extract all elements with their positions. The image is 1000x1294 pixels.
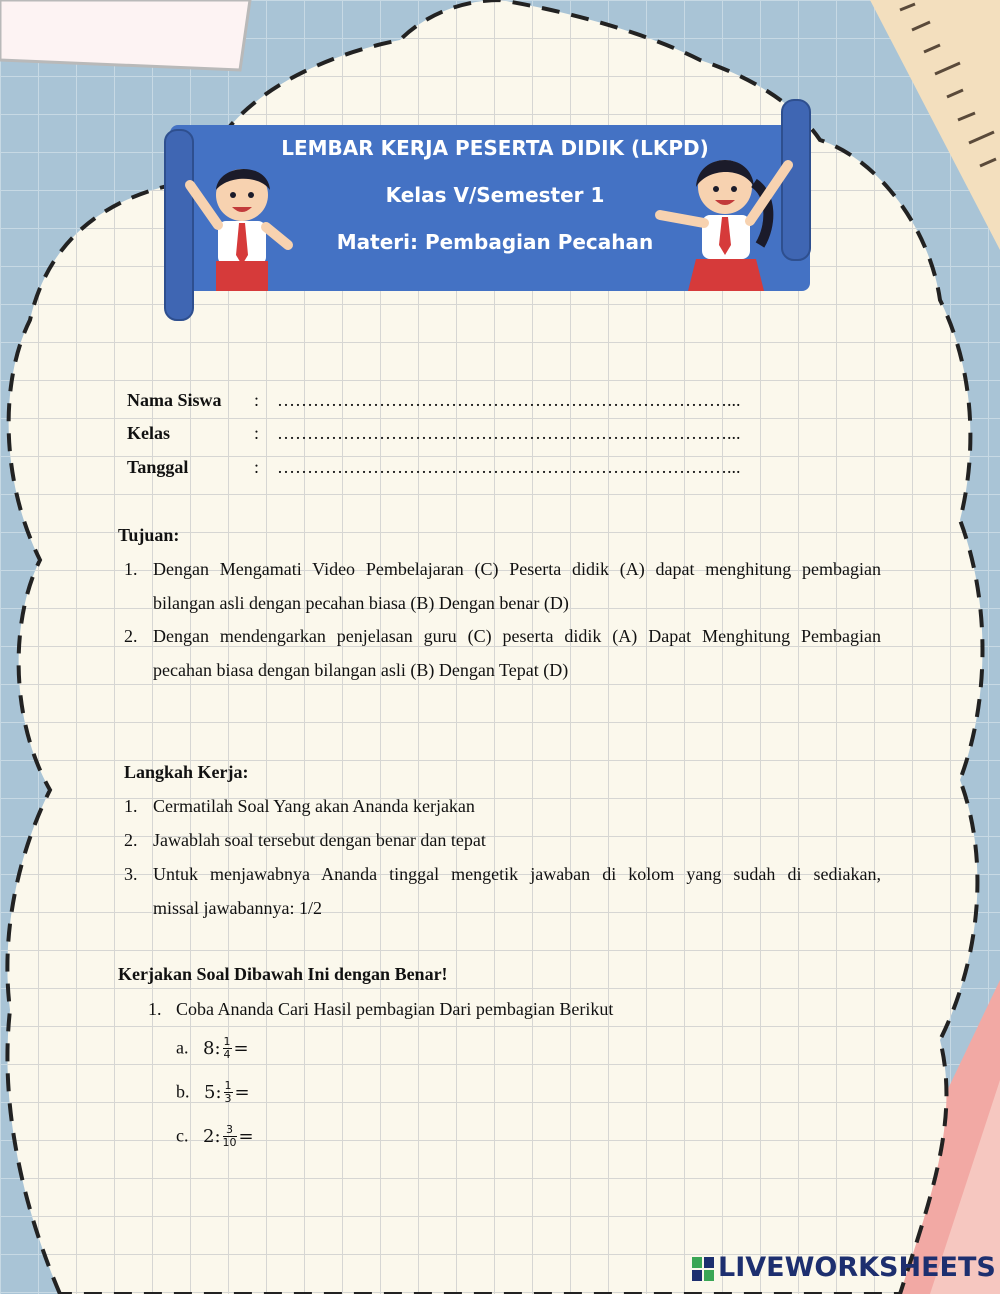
langkah-item-3-line1: Untuk menjawabnya Ananda tinggal mengetik jawaban di kolom yang sudah di sediakan, — [153, 864, 881, 884]
liveworksheets-watermark[interactable]: LIVEWORKSHEETS — [718, 1252, 996, 1283]
field-label-nama: Nama Siswa — [127, 390, 222, 410]
field-label-tanggal: Tanggal — [127, 457, 189, 477]
tujuan-item-2-line2: pecahan biasa dengan bilangan asli (B) Dengan Tepat (D) — [153, 660, 569, 680]
sub-question-c — [176, 1124, 254, 1149]
list-number: 1. — [124, 796, 138, 816]
list-number: 2. — [124, 626, 138, 646]
tujuan-item-1-line2: bilangan asli dengan pecahan biasa (B) Dengan benar (D) — [153, 593, 569, 613]
soal-heading: Kerjakan Soal Dibawah Ini dengan Benar! — [118, 964, 448, 984]
sub-question-letter: c. — [176, 1125, 189, 1146]
denominator: 10 — [222, 1136, 237, 1149]
field-colon: : — [254, 390, 260, 410]
field-label-kelas: Kelas — [127, 423, 170, 443]
whole-number: 8: — [203, 1037, 221, 1059]
numerator: 1 — [224, 1079, 232, 1092]
question-number: 1. — [148, 999, 162, 1019]
field-input-nama[interactable]: …………………………………………………………………... — [277, 390, 741, 410]
equals-sign: = — [234, 1081, 250, 1103]
langkah-heading: Langkah Kerja: — [124, 762, 249, 782]
equals-sign: = — [233, 1037, 249, 1059]
sub-question-b — [176, 1080, 250, 1105]
tujuan-item-1-line1: Dengan Mengamati Video Pembelajaran (C) Peserta didik (A) dapat menghitung pembagian — [153, 559, 881, 579]
math-expression-a — [203, 1035, 249, 1061]
sub-question-a — [176, 1036, 249, 1061]
math-expression-c — [203, 1123, 254, 1149]
sub-question-letter: a. — [176, 1037, 189, 1058]
question-text: Coba Ananda Cari Hasil pembagian Dari pembagian Berikut — [176, 999, 614, 1019]
field-input-tanggal[interactable]: …………………………………………………………………... — [277, 457, 741, 477]
tujuan-heading: Tujuan: — [118, 525, 180, 545]
fraction — [223, 1124, 237, 1149]
langkah-item-3-line2: missal jawabannya: 1/2 — [153, 898, 322, 918]
whole-number: 2: — [203, 1125, 221, 1147]
banner-class: Kelas V/Semester 1 — [385, 183, 605, 207]
denominator: 3 — [224, 1092, 232, 1105]
langkah-item-1: Cermatilah Soal Yang akan Ananda kerjakan — [153, 796, 475, 816]
banner-subject: Materi: Pembagian Pecahan — [336, 230, 654, 254]
banner-title: LEMBAR KERJA PESERTA DIDIK (LKPD) — [281, 136, 709, 160]
list-number: 2. — [124, 830, 138, 850]
list-number: 3. — [124, 864, 138, 884]
field-input-kelas[interactable]: …………………………………………………………………... — [277, 423, 741, 443]
fraction — [223, 1036, 232, 1061]
math-expression-b — [204, 1079, 250, 1105]
field-colon: : — [254, 423, 260, 443]
liveworksheets-logo-icon — [692, 1257, 714, 1281]
field-colon: : — [254, 457, 260, 477]
equals-sign: = — [238, 1125, 254, 1147]
fraction — [224, 1080, 233, 1105]
numerator: 3 — [223, 1124, 237, 1137]
numerator: 1 — [223, 1035, 231, 1048]
tujuan-item-2-line1: Dengan mendengarkan penjelasan guru (C) peserta didik (A) Dapat Menghitung Pembagian — [153, 626, 881, 646]
langkah-item-2: Jawablah soal tersebut dengan benar dan tepat — [153, 830, 486, 850]
denominator: 4 — [223, 1048, 231, 1061]
sub-question-letter: b. — [176, 1081, 190, 1102]
whole-number: 5: — [204, 1081, 222, 1103]
banner-scroll — [160, 95, 820, 325]
list-number: 1. — [124, 559, 138, 579]
